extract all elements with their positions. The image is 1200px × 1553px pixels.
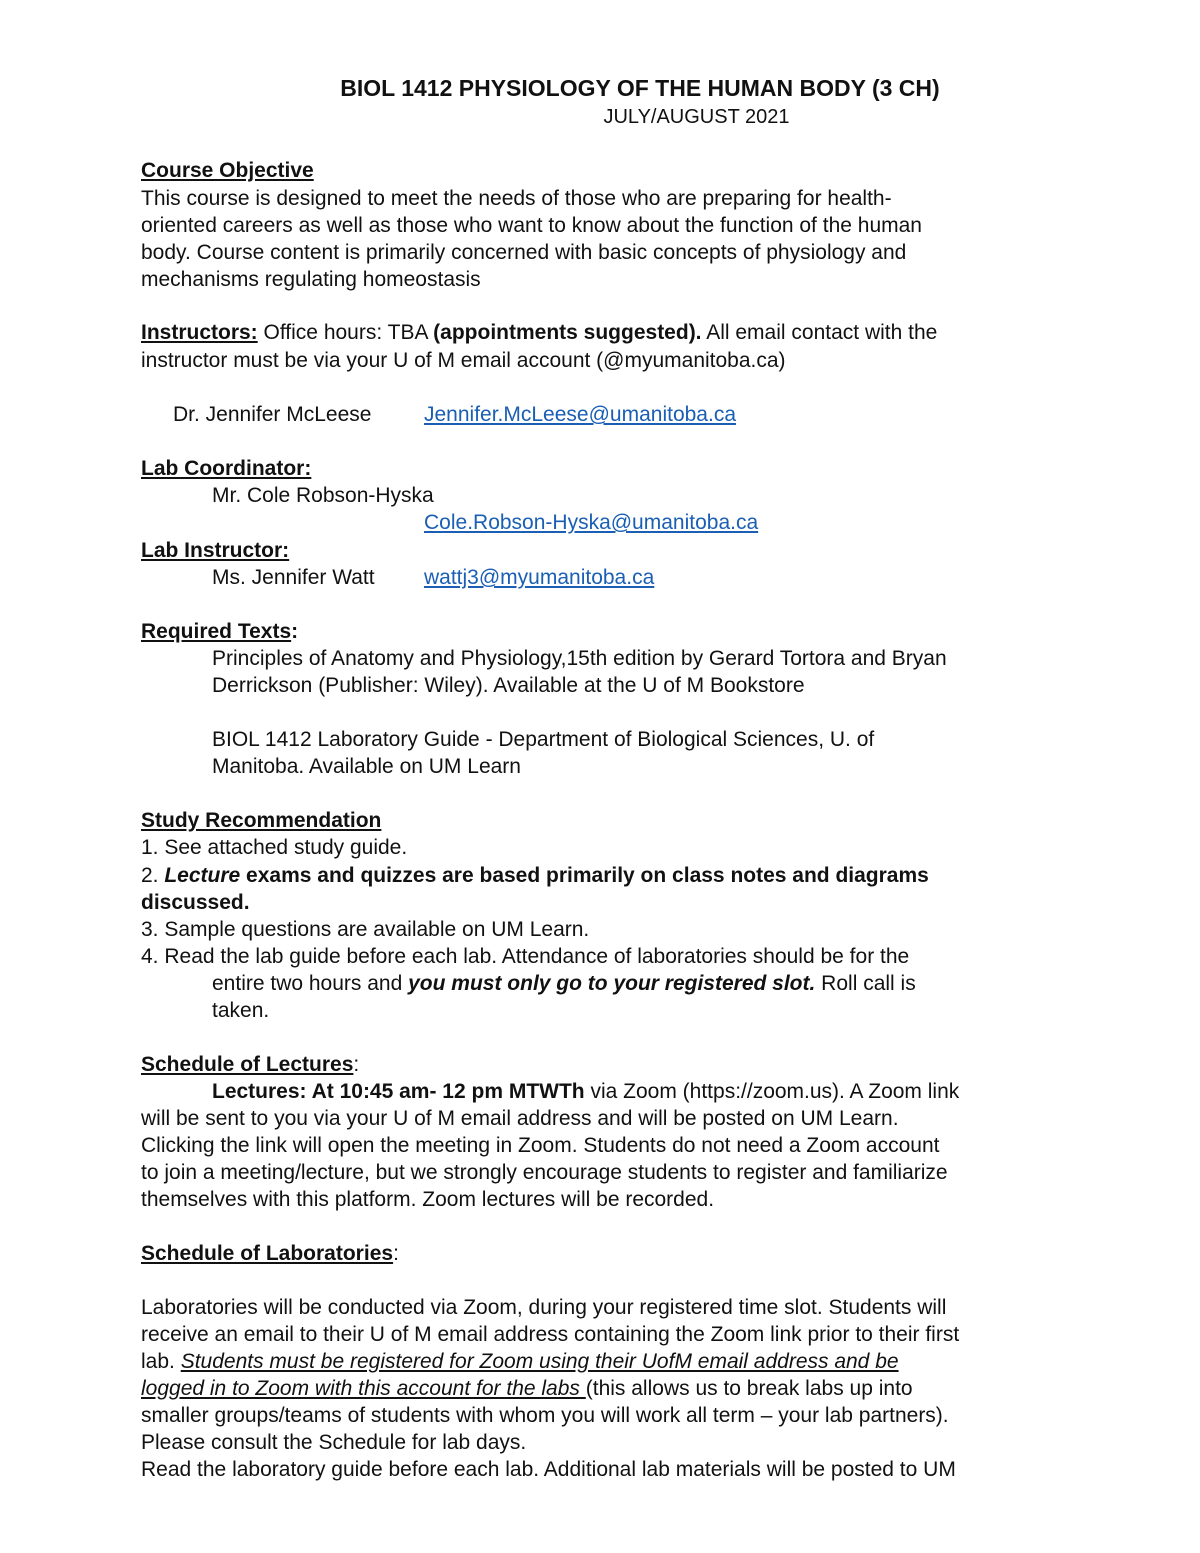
appointments-note: (appointments suggested). — [433, 321, 702, 344]
email-note: All email contact with the — [701, 321, 938, 344]
study-item-1: 1. See attached study guide. — [141, 836, 408, 859]
study-recommendation-heading: Study Recommendation — [141, 809, 382, 832]
heading-colon: : — [393, 1242, 399, 1265]
instructors-line — [141, 319, 937, 346]
item-text: exams and quizzes are based primarily on class notes and diagrams — [240, 864, 929, 887]
study-item-2 — [141, 862, 929, 889]
lab-instructor-email-link[interactable]: wattj3@myumanitoba.ca — [424, 566, 655, 589]
lecture-emphasis: Lecture — [164, 864, 241, 887]
labs-text: lab. — [141, 1350, 181, 1373]
required-texts-heading: Required Texts — [141, 620, 292, 643]
lab-guide-line: BIOL 1412 Laboratory Guide - Department of Biological Sciences, U. of — [212, 728, 875, 751]
labs-line — [141, 1375, 913, 1402]
labs-text: (this allows us to break labs up into — [585, 1377, 913, 1400]
lectures-heading-line — [141, 1051, 359, 1078]
study-item-3: 3. Sample questions are available on UM Learn. — [141, 918, 590, 941]
labs-heading-line — [141, 1240, 399, 1267]
study-item-2-cont: discussed. — [141, 891, 250, 914]
lab-coordinator-heading: Lab Coordinator: — [141, 457, 312, 480]
zoom-registration-emphasis: logged in to Zoom with this account for the labs — [141, 1377, 586, 1400]
study-item-4: 4. Read the lab guide before each lab. Attendance of laboratories should be for the — [141, 945, 910, 968]
labs-line: Laboratories will be conducted via Zoom, during your registered time slot. Students will — [141, 1296, 947, 1319]
zoom-note: via Zoom (https://zoom.us). A Zoom link — [584, 1080, 960, 1103]
textbook-line: Derrickson (Publisher: Wiley). Available at the U of M Bookstore — [212, 674, 805, 697]
labs-line: Read the laboratory guide before each lab. Additional lab materials will be posted to UM — [141, 1458, 956, 1481]
lab-instructor-name: Ms. Jennifer Watt — [212, 566, 375, 589]
study-item-4-cont: taken. — [212, 999, 270, 1022]
objective-line: This course is designed to meet the needs of those who are preparing for health- — [141, 187, 892, 210]
textbook-line: Principles of Anatomy and Physiology,15th edition by Gerard Tortora and Bryan — [212, 647, 947, 670]
heading-colon: : — [291, 620, 299, 643]
labs-line — [141, 1348, 899, 1375]
item-text: Roll call is — [815, 972, 916, 995]
study-item-4-cont — [212, 970, 916, 997]
lab-coordinator-email-link[interactable]: Cole.Robson-Hyska@umanitoba.ca — [424, 511, 759, 534]
item-text: entire two hours and — [212, 972, 409, 995]
instructor-name: Dr. Jennifer McLeese — [173, 403, 372, 426]
schedule-lectures-heading: Schedule of Lectures — [141, 1053, 354, 1076]
zoom-registration-emphasis: Students must be registered for Zoom using their UofM email address and be — [180, 1350, 899, 1373]
instructor-email-link[interactable]: Jennifer.McLeese@umanitoba.ca — [424, 403, 736, 426]
office-hours: Office hours: TBA — [257, 321, 434, 344]
labs-line: smaller groups/teams of students with whom you will work all term – your lab partners). — [141, 1404, 949, 1427]
instructors-email-line: instructor must be via your U of M email account (@myumanitoba.ca) — [141, 349, 786, 372]
lectures-line: will be sent to you via your U of M email address and will be posted on UM Learn. — [141, 1107, 899, 1130]
heading-colon: : — [353, 1053, 360, 1076]
lab-instructor-heading: Lab Instructor: — [141, 539, 290, 562]
lectures-time-line — [212, 1078, 959, 1105]
item-number: 2. — [141, 864, 165, 887]
instructors-heading: Instructors: — [141, 321, 258, 344]
lecture-time: Lectures: At 10:45 am- 12 pm MTWTh — [212, 1080, 585, 1103]
lectures-line: themselves with this platform. Zoom lectures will be recorded. — [141, 1188, 715, 1211]
required-texts-heading-line — [141, 618, 298, 645]
document-title: BIOL 1412 PHYSIOLOGY OF THE HUMAN BODY (3 CH) — [340, 75, 940, 101]
objective-line: oriented careers as well as those who want to know about the function of the human — [141, 214, 922, 237]
document-subtitle: JULY/AUGUST 2021 — [603, 106, 790, 128]
objective-line: mechanisms regulating homeostasis — [141, 268, 481, 291]
schedule-labs-heading: Schedule of Laboratories — [141, 1242, 394, 1265]
lectures-line: Clicking the link will open the meeting in Zoom. Students do not need a Zoom account — [141, 1134, 940, 1157]
labs-line: Please consult the Schedule for lab days. — [141, 1431, 527, 1454]
registered-slot-emphasis: you must only go to your registered slot. — [408, 972, 816, 995]
labs-line: receive an email to their U of M email address containing the Zoom link prior to their first — [141, 1323, 960, 1346]
lectures-line: to join a meeting/lecture, but we strongly encourage students to register and familiarize — [141, 1161, 948, 1184]
objective-line: body. Course content is primarily concerned with basic concepts of physiology and — [141, 241, 907, 264]
lab-coordinator-name: Mr. Cole Robson-Hyska — [212, 484, 434, 507]
course-objective-heading: Course Objective — [141, 159, 314, 182]
lab-guide-line: Manitoba. Available on UM Learn — [212, 755, 521, 778]
